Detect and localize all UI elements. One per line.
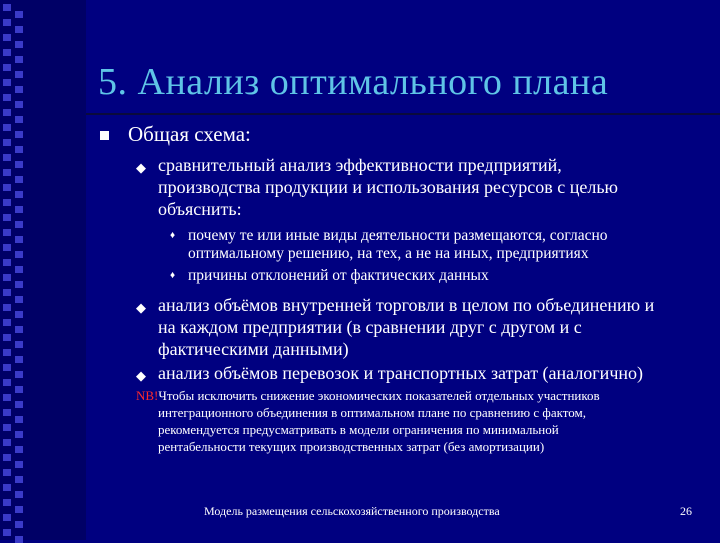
decor-square (3, 124, 11, 131)
decor-square (15, 176, 23, 183)
decorative-square-column (0, 0, 26, 540)
decor-square (15, 401, 23, 408)
decor-square (3, 409, 11, 416)
diamond-bullet-icon: ◆ (136, 300, 146, 315)
decor-square (3, 499, 11, 506)
decor-square (15, 11, 23, 18)
square-bullet-icon (100, 131, 109, 140)
decor-square (3, 424, 11, 431)
decor-square (3, 469, 11, 476)
decor-square (3, 289, 11, 296)
decor-square (3, 319, 11, 326)
decor-square (3, 139, 11, 146)
decor-square (15, 431, 23, 438)
decor-square (15, 56, 23, 63)
item1-line2: производства продукции и использования ресурсов с целью (158, 177, 618, 197)
slide-title: 5. Анализ оптимального плана (98, 61, 609, 103)
decor-square (15, 476, 23, 483)
decor-square (15, 236, 23, 243)
decor-square (15, 386, 23, 393)
item2-line1: анализ объёмов внутренней торговли в целом по объединению и (158, 295, 655, 315)
decor-square (3, 259, 11, 266)
decor-square (15, 161, 23, 168)
diamond-bullet-icon: ◆ (136, 160, 146, 175)
title-divider (86, 113, 720, 115)
decor-square (15, 206, 23, 213)
decor-square (3, 484, 11, 491)
decor-square (15, 326, 23, 333)
decor-square (3, 274, 11, 281)
decor-square (15, 521, 23, 528)
nb-line3: рекомендуется предусматривать в модели ограничения по минимальной (158, 422, 559, 437)
decor-square (15, 86, 23, 93)
decor-square (3, 169, 11, 176)
decor-square (15, 116, 23, 123)
decor-square (3, 364, 11, 371)
decor-square (3, 79, 11, 86)
decor-square (15, 101, 23, 108)
decor-square (15, 191, 23, 198)
decor-square (3, 184, 11, 191)
decor-square (3, 379, 11, 386)
decor-square (3, 229, 11, 236)
decor-square (15, 221, 23, 228)
sub2-line: причины отклонений от фактических данных (188, 267, 489, 284)
nb-line4: рентабельности текущих производственных затрат (без амортизации) (158, 439, 545, 454)
item2-line3: фактическими данными) (158, 339, 349, 359)
item3-line: анализ объёмов перевозок и транспортных затрат (аналогично) (158, 363, 643, 383)
sub1-line2: оптимальному решению, на тех, а не на иных, предприятиях (188, 245, 589, 262)
decor-square (15, 146, 23, 153)
decor-square (3, 4, 11, 11)
decor-square (15, 266, 23, 273)
decor-square (15, 281, 23, 288)
decor-square (15, 461, 23, 468)
page-number: 26 (680, 504, 692, 518)
footer-text: Модель размещения сельскохозяйственного производства (204, 504, 500, 518)
decor-square (15, 41, 23, 48)
decor-square (3, 349, 11, 356)
decor-square (3, 109, 11, 116)
decor-square (3, 334, 11, 341)
decor-square (15, 341, 23, 348)
small-diamond-bullet-icon: ♦ (170, 230, 176, 241)
decor-square (3, 529, 11, 536)
decor-square (3, 154, 11, 161)
item1-line3: объяснить: (158, 199, 242, 219)
decor-square (15, 26, 23, 33)
decor-square (3, 244, 11, 251)
decor-square (3, 94, 11, 101)
nb-text-line1: Чтобы исключить снижение экономических показателей отдельных участников (158, 388, 600, 403)
sub1-line1: почему те или иные виды деятельности размещаются, согласно (188, 227, 608, 244)
decor-square (15, 131, 23, 138)
decor-square (15, 71, 23, 78)
decor-square (3, 199, 11, 206)
decor-square (3, 454, 11, 461)
decor-square (3, 19, 11, 26)
nb-label: NB! (136, 388, 159, 403)
decor-square (15, 491, 23, 498)
decor-square (3, 49, 11, 56)
decor-square (15, 311, 23, 318)
decor-square (3, 64, 11, 71)
decor-square (3, 214, 11, 221)
decor-square (3, 439, 11, 446)
decor-square (15, 296, 23, 303)
decor-square (3, 514, 11, 521)
nb-line2: интеграционного объединения в оптимальном плане по сравнению с фактом, (158, 405, 586, 420)
decor-square (15, 446, 23, 453)
item2-line2: на каждом предприятии (в сравнении друг с другом и с (158, 317, 582, 337)
decor-square (15, 371, 23, 378)
decor-square (15, 416, 23, 423)
decor-square (15, 356, 23, 363)
decor-square (15, 506, 23, 513)
small-diamond-bullet-icon: ♦ (170, 270, 176, 281)
decor-square (3, 304, 11, 311)
item1-line1: сравнительный анализ эффективности предприятий, (158, 155, 562, 175)
diamond-bullet-icon: ◆ (136, 368, 146, 383)
decor-square (3, 34, 11, 41)
heading-general-scheme: Общая схема: (128, 122, 251, 146)
decor-square (15, 251, 23, 258)
nb-line1 (136, 388, 600, 404)
decor-square (3, 394, 11, 401)
